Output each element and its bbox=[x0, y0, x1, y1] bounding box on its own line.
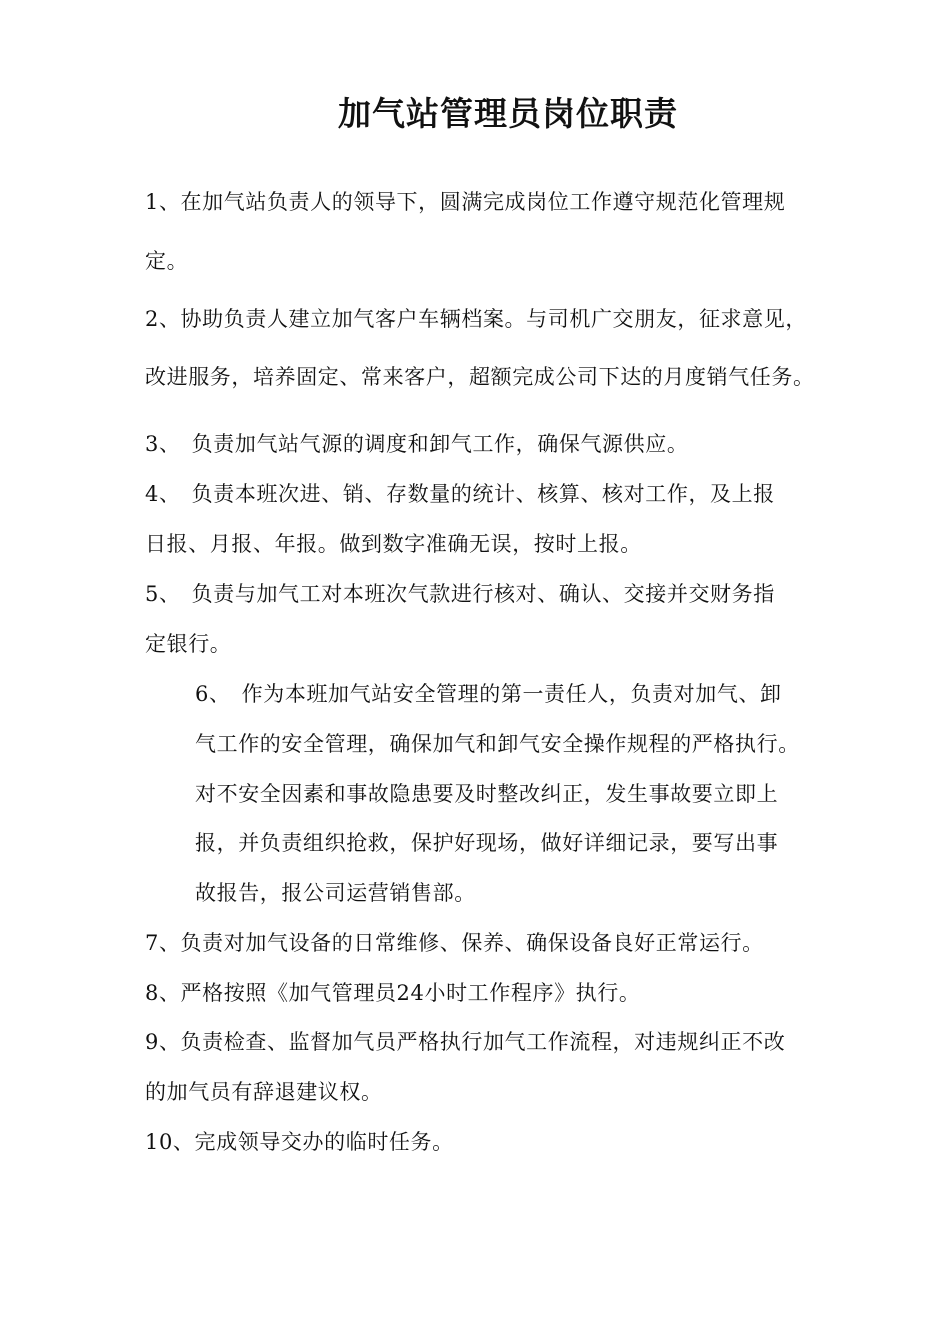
duty-1-line-2: 定。 bbox=[145, 249, 189, 273]
duty-4-line-2: 日报、月报、年报。做到数字准确无误，按时上报。 bbox=[145, 532, 642, 556]
duty-6-line-1: 6、 作为本班加气站安全管理的第一责任人，负责对加气、卸 bbox=[195, 682, 782, 706]
duty-8-line-1: 8、严格按照《加气管理员24小时工作程序》执行。 bbox=[145, 981, 641, 1005]
duty-6-line-5: 故报告，报公司运营销售部。 bbox=[195, 881, 476, 905]
duty-6-line-2: 气工作的安全管理，确保加气和卸气安全操作规程的严格执行。 bbox=[195, 732, 800, 756]
duty-5-line-1: 5、 负责与加气工对本班次气款进行核对、确认、交接并交财务指 bbox=[145, 582, 775, 606]
duty-3-line-1: 3、 负责加气站气源的调度和卸气工作，确保气源供应。 bbox=[145, 432, 689, 456]
duty-4-line-1: 4、 负责本班次进、销、存数量的统计、核算、核对工作，及上报 bbox=[145, 482, 775, 506]
duty-9-line-1: 9、负责检查、监督加气员严格执行加气工作流程，对违规纠正不改 bbox=[145, 1030, 786, 1054]
duty-9-line-2: 的加气员有辞退建议权。 bbox=[145, 1080, 383, 1104]
page-title: 加气站管理员岗位职责 bbox=[338, 94, 678, 133]
duty-6-line-4: 报，并负责组织抢救，保护好现场，做好详细记录，要写出事 bbox=[195, 831, 779, 855]
duty-2-line-2: 改进服务，培养固定、常来客户，超额完成公司下达的月度销气任务。 bbox=[145, 365, 815, 389]
duty-6-line-3: 对不安全因素和事故隐患要及时整改纠正，发生事故要立即上 bbox=[195, 782, 779, 806]
duty-2-line-1: 2、协助负责人建立加气客户车辆档案。与司机广交朋友，征求意见， bbox=[145, 307, 807, 331]
duty-10-line-1: 10、完成领导交办的临时任务。 bbox=[145, 1130, 454, 1154]
duty-5-line-2: 定银行。 bbox=[145, 632, 232, 656]
duty-7-line-1: 7、负责对加气设备的日常维修、保养、确保设备良好正常运行。 bbox=[145, 931, 764, 955]
duty-1-line-1: 1、在加气站负责人的领导下，圆满完成岗位工作遵守规范化管理规 bbox=[145, 190, 786, 214]
